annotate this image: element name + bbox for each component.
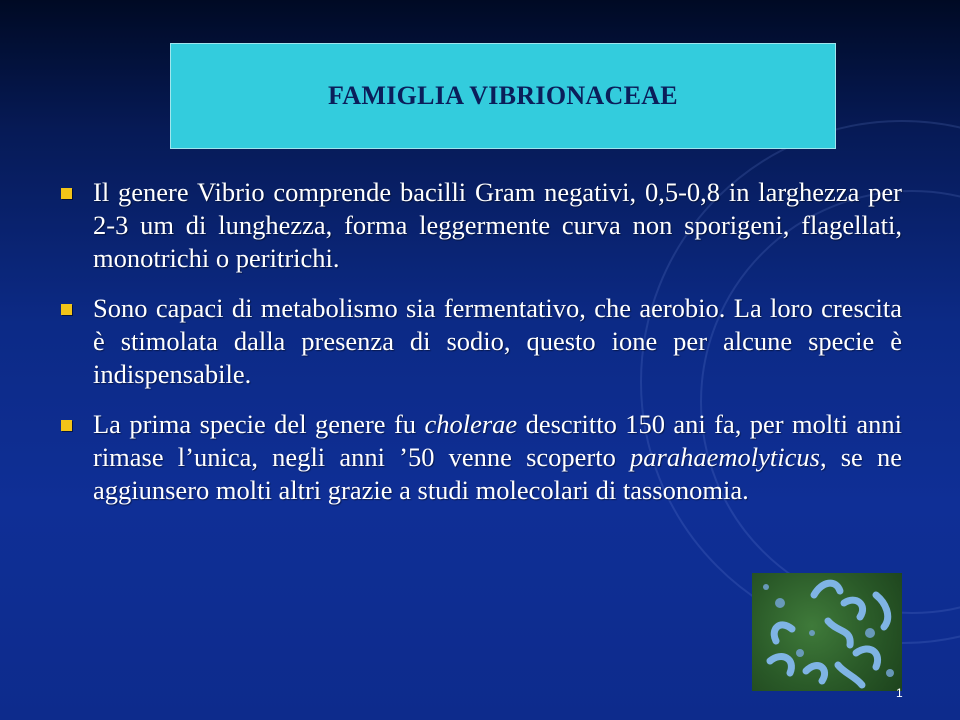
italic-term: parahaemolyticus <box>630 442 820 472</box>
vibrio-bacteria-icon <box>752 573 902 691</box>
bullet-square-icon <box>61 420 72 431</box>
text-run: Il genere Vibrio comprende bacilli Gram negativi, 0,5-0,8 in larghezza per 2-3 um di lunghezza, forma leggermente curva non sporigeni, flagellati, monotrichi o peritrichi. <box>93 177 902 273</box>
page-number: 1 <box>896 686 903 700</box>
bullet-text <box>93 293 902 389</box>
bullet-square-icon <box>61 188 72 199</box>
bullet-square-icon <box>61 304 72 315</box>
text-run: La prima specie del genere fu <box>93 409 425 439</box>
bullet-text <box>93 409 902 505</box>
text-run: Sono capaci di metabolismo sia fermentativo, che aerobio. La loro crescita è stimolata dalla presenza di sodio, questo ione per alcune specie è indispensabile. <box>93 293 902 389</box>
slide-title: FAMIGLIA VIBRIONACEAE <box>328 81 678 110</box>
bullet-item <box>60 408 902 507</box>
bullet-list <box>60 176 902 524</box>
text-run: , se ne aggiunsero molti altri grazie a studi molecolari di tassonomia. <box>93 442 902 505</box>
bullet-item <box>60 176 902 275</box>
bullet-text <box>93 177 902 273</box>
vibrio-micrograph-image <box>752 573 902 691</box>
bullet-item <box>60 292 902 391</box>
text-run: descritto 150 ani fa, per molti anni rimase l’unica, negli anni ’50 venne scoperto <box>93 409 902 472</box>
italic-term: cholerae <box>424 409 518 439</box>
title-box <box>170 43 836 149</box>
